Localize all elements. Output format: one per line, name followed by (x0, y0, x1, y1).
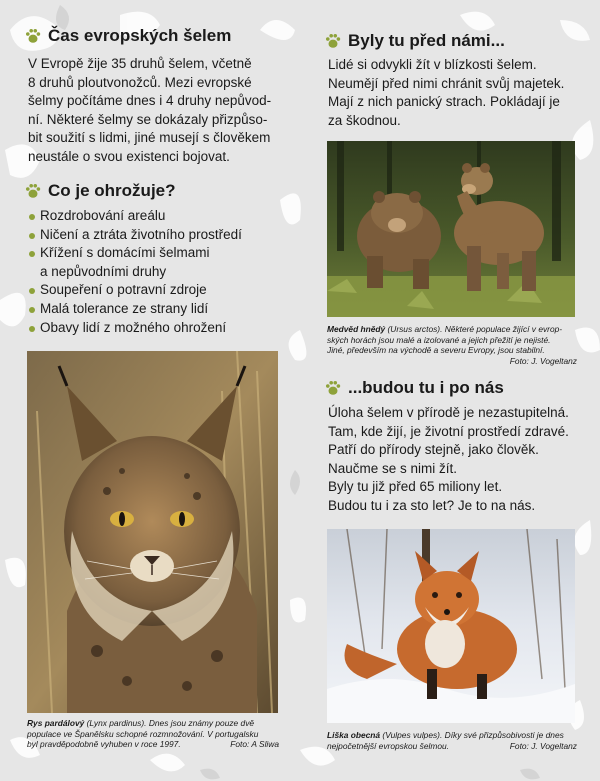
paw-icon (324, 32, 342, 50)
fox-caption (327, 730, 577, 752)
text-line: Úloha šelem v přírodě je nezastupitelná. (328, 405, 569, 420)
paw-icon (324, 379, 342, 397)
caption-text: Některé populace žijící v evrop- (442, 324, 563, 334)
list-item: Obavy lidí z možného ohrožení (28, 319, 288, 338)
section-title-ohrozuje-text: Co je ohrožuje? (48, 181, 176, 200)
list-item: Křížení s domácími šelmami (28, 244, 288, 263)
section-title-byly-text: Byly tu před námi... (348, 31, 505, 50)
caption-line (327, 324, 577, 335)
section-body-budou (328, 404, 593, 516)
list-item-continuation: a nepůvodními druhy (40, 263, 167, 279)
text-line: Lidé si odvykli žít v blízkosti šelem. (328, 57, 537, 72)
text-line: Patří do přírody stejně, jako člověk. (328, 442, 539, 458)
section-title-cas-text: Čas evropských šelem (48, 26, 232, 45)
text-line: Naučme se s nimi žít. (328, 460, 458, 476)
section-title-budou (324, 378, 504, 398)
fox-photo (327, 529, 575, 723)
text-line: bit soužití s lidmi, jiné musejí s člověkem (28, 130, 271, 146)
paw-icon (24, 27, 42, 45)
caption-latin-name: (Lynx pardinus). (84, 718, 147, 728)
bear-caption (327, 324, 577, 367)
text-line: Tam, kde žijí, je životní prostředí zdravé. (328, 423, 569, 439)
list-item: Rozdrobování areálu (28, 207, 288, 226)
section-title-ohrozuje (24, 181, 176, 201)
section-body-ohrozuje (28, 207, 288, 337)
text-line: za škodnou. (328, 112, 401, 128)
caption-latin-name: (Ursus arctos). (385, 324, 443, 334)
list-item: Malá tolerance ze strany lidí (28, 300, 288, 319)
caption-species-name: Medvěd hnědý (327, 324, 386, 334)
text-line: Byly tu již před 65 miliony let. (328, 479, 503, 495)
caption-line (327, 730, 577, 741)
text-line: Mají z nich panický strach. Pokládají je (328, 94, 560, 110)
caption-line: byl pravděpodobně vyhuben v roce 1997. (27, 739, 181, 750)
list-item: Soupeření o potravní zdroje (28, 281, 288, 300)
caption-species-name: Rys pardálový (27, 718, 85, 728)
photo-credit: Foto: J. Vogeltanz (509, 355, 577, 366)
caption-text: Dnes jsou známy pouze dvě (146, 718, 255, 728)
bear-photo (327, 141, 575, 317)
text-line: Neumějí před nimi chránit svůj majetek. (328, 75, 565, 91)
text-line: 8 druhů ploutvonožců. Mezi evropské (28, 74, 252, 90)
section-body-cas (28, 55, 288, 167)
text-line: šelmy počítáme dnes i 4 druhy nepůvod- (28, 93, 272, 109)
text-line: Budou tu i za sto let? Je to na nás. (328, 497, 536, 513)
paw-icon (24, 182, 42, 200)
caption-text: Díky své přizpůsobivosti je dnes (442, 730, 564, 740)
text-line: neustále o svou existenci bojovat. (28, 148, 230, 164)
list-item: Ničení a ztráta životního prostředí (28, 226, 288, 245)
section-title-budou-text: ...budou tu i po nás (348, 378, 504, 397)
photo-credit: Foto: J. Vogeltanz (509, 740, 577, 751)
caption-latin-name: (Vulpes vulpes). (380, 730, 443, 740)
caption-line (27, 718, 279, 729)
lynx-photo (27, 351, 278, 713)
section-title-byly (324, 31, 505, 51)
caption-species-name: Liška obecná (327, 730, 381, 740)
section-body-byly (328, 56, 593, 130)
caption-line: Jiné, především na východě a severu Evropy, jsou stabilní. (327, 345, 545, 356)
photo-credit: Foto: A Sliwa (230, 739, 279, 750)
text-line: ní. Některé šelmy se dokázaly přizpůso- (28, 111, 268, 127)
threat-list (28, 207, 288, 337)
text-line: V Evropě žije 35 druhů šelem, včetně (28, 56, 252, 71)
lynx-caption (27, 718, 279, 750)
caption-line: populace ve Španělsku schopné rozmnožování. V portugalsku (27, 728, 259, 739)
caption-line: ských horách jsou malé a izolované a jejich přežití je nejisté. (327, 334, 551, 345)
section-title-cas (24, 26, 231, 46)
caption-line: nejpočetnější evropskou šelmou. (327, 740, 449, 751)
